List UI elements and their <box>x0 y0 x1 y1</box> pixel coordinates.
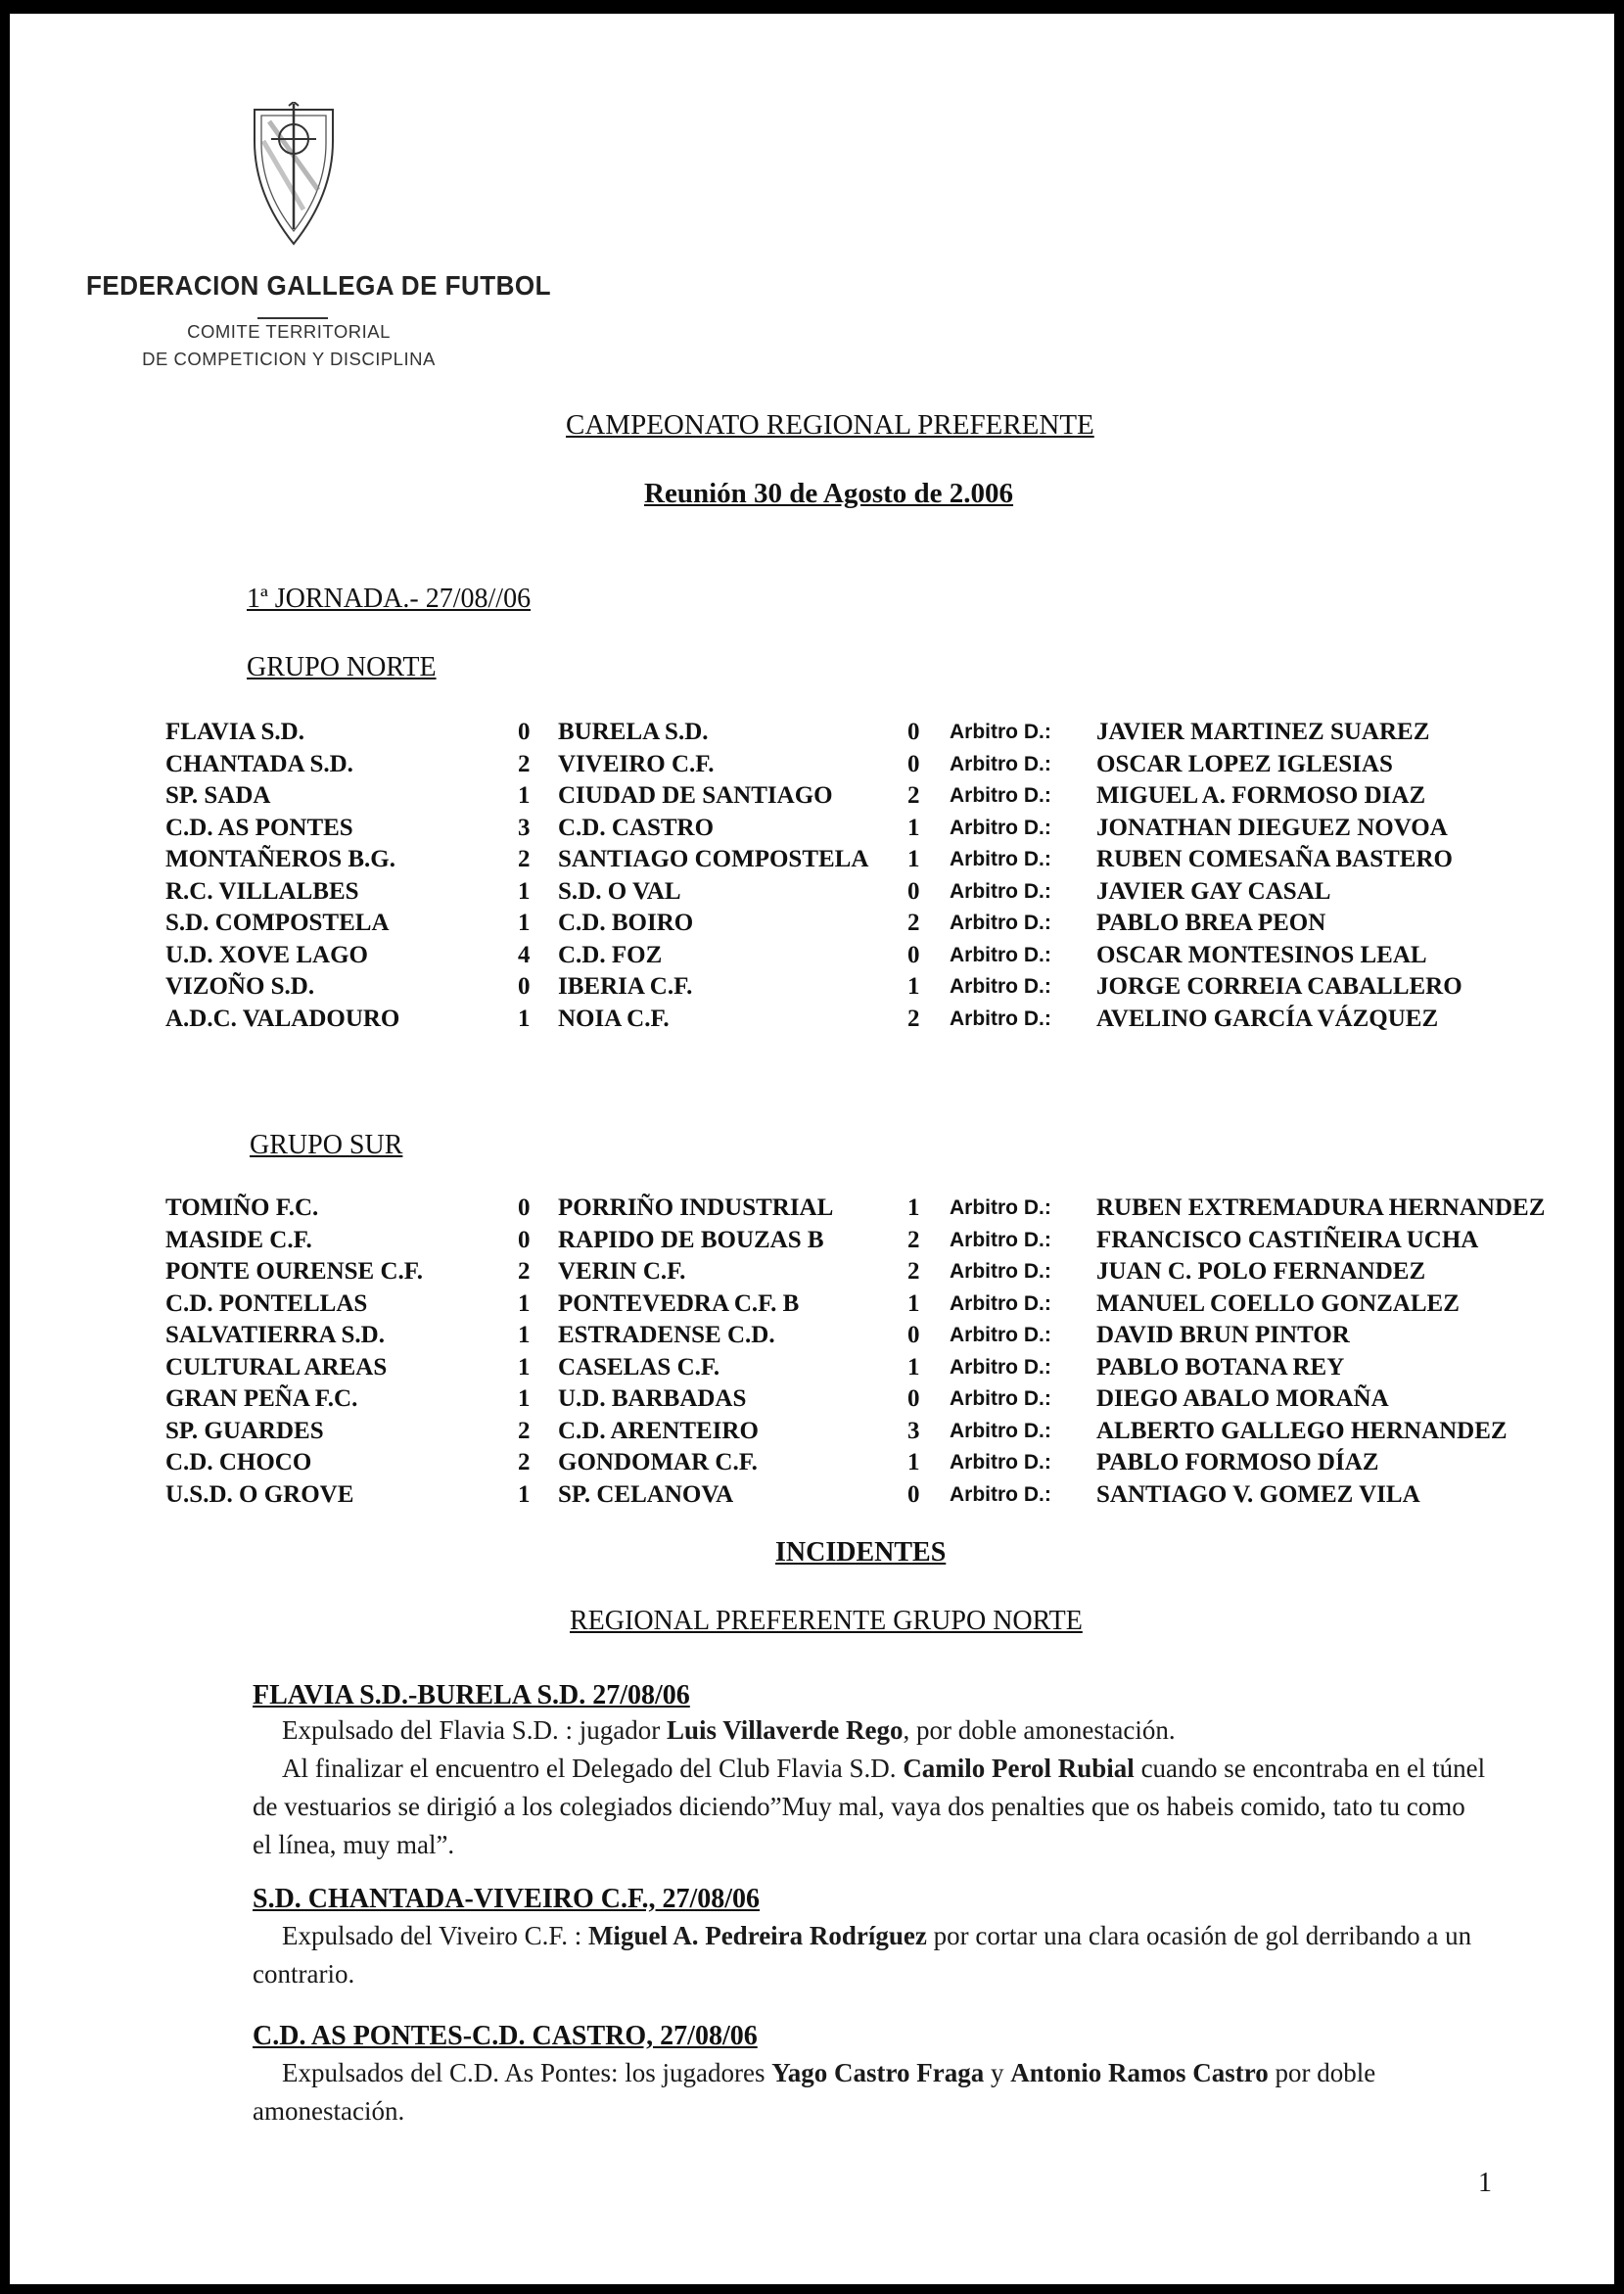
home-team: MASIDE C.F. <box>165 1226 312 1253</box>
group-norte-heading: GRUPO NORTE <box>247 652 437 682</box>
away-team: VIVEIRO C.F. <box>558 750 715 777</box>
home-team: CULTURAL AREAS <box>165 1353 388 1381</box>
away-score: 0 <box>907 750 920 777</box>
home-score: 1 <box>518 1480 531 1508</box>
match-row <box>10 780 1614 812</box>
referee-label: Arbitro D.: <box>950 1007 1051 1030</box>
home-score: 1 <box>518 877 531 905</box>
away-score: 3 <box>907 1417 920 1444</box>
home-team: C.D. CHOCO <box>165 1449 312 1475</box>
home-score: 1 <box>518 1385 531 1412</box>
away-team: CASELAS C.F. <box>558 1353 720 1381</box>
referee-name: RUBEN COMESAÑA BASTERO <box>1096 846 1453 872</box>
referee-label: Arbitro D.: <box>950 1482 1051 1506</box>
referee-name: PABLO BREA PEON <box>1096 910 1326 936</box>
home-score: 0 <box>518 1226 531 1253</box>
away-team: C.D. FOZ <box>558 941 663 968</box>
away-score: 0 <box>907 719 920 745</box>
match-row <box>10 1479 1614 1511</box>
meeting-date: Reunión 30 de Agosto de 2.006 <box>644 478 1014 509</box>
away-score: 0 <box>907 1480 920 1508</box>
match-row <box>10 844 1614 875</box>
referee-name: JUAN C. POLO FERNANDEZ <box>1096 1258 1426 1285</box>
away-score: 1 <box>907 973 920 1000</box>
home-team: SP. GUARDES <box>165 1417 324 1444</box>
away-team: BURELA S.D. <box>558 719 709 745</box>
away-score: 0 <box>907 1322 920 1348</box>
away-team: SP. CELANOVA <box>558 1480 734 1508</box>
away-score: 1 <box>907 1449 920 1475</box>
away-score: 1 <box>907 846 920 872</box>
referee-label: Arbitro D.: <box>950 912 1051 934</box>
match-row <box>10 1193 1614 1224</box>
home-team: U.S.D. O GROVE <box>165 1480 354 1508</box>
away-team: C.D. BOIRO <box>558 910 694 936</box>
home-score: 2 <box>518 1449 531 1475</box>
referee-name: OSCAR MONTESINOS LEAL <box>1096 941 1427 968</box>
match-row <box>10 1416 1614 1447</box>
away-score: 1 <box>907 1194 920 1221</box>
home-score: 1 <box>518 1005 531 1032</box>
referee-label: Arbitro D.: <box>950 975 1051 998</box>
referee-label: Arbitro D.: <box>950 879 1051 903</box>
match-row <box>10 1383 1614 1415</box>
match-row <box>10 717 1614 748</box>
referee-label: Arbitro D.: <box>950 848 1051 870</box>
championship-title: CAMPEONATO REGIONAL PREFERENTE <box>566 409 1094 441</box>
referee-label: Arbitro D.: <box>950 1419 1051 1442</box>
home-team: TOMIÑO F.C. <box>165 1194 319 1221</box>
match-row <box>10 971 1614 1003</box>
referee-label: Arbitro D.: <box>950 1451 1051 1474</box>
referee-label: Arbitro D.: <box>950 784 1051 807</box>
referee-name: DIEGO ABALO MORAÑA <box>1096 1385 1389 1412</box>
referee-name: JAVIER GAY CASAL <box>1096 877 1331 905</box>
referee-label: Arbitro D.: <box>950 752 1051 775</box>
federation-crest-icon <box>250 102 338 249</box>
match-row <box>10 940 1614 971</box>
referee-name: DAVID BRUN PINTOR <box>1096 1322 1350 1348</box>
incident-title: FLAVIA S.D.-BURELA S.D. 27/08/06 <box>253 1680 690 1710</box>
away-score: 1 <box>907 1289 920 1317</box>
away-team: PORRIÑO INDUSTRIAL <box>558 1194 834 1221</box>
match-row <box>10 813 1614 844</box>
home-team: R.C. VILLALBES <box>165 877 359 905</box>
away-team: IBERIA C.F. <box>558 973 693 1000</box>
referee-label: Arbitro D.: <box>950 1291 1051 1315</box>
away-score: 2 <box>907 1258 920 1285</box>
match-row <box>10 1004 1614 1035</box>
away-score: 2 <box>907 1226 920 1253</box>
home-team: A.D.C. VALADOURO <box>165 1005 400 1032</box>
match-row <box>10 908 1614 939</box>
home-score: 2 <box>518 1258 531 1285</box>
jornada-heading: 1ª JORNADA.- 27/08//06 <box>247 584 532 614</box>
away-team: ESTRADENSE C.D. <box>558 1322 775 1348</box>
home-team: C.D. AS PONTES <box>165 814 353 841</box>
away-score: 2 <box>907 782 920 809</box>
home-score: 0 <box>518 719 531 745</box>
home-score: 2 <box>518 846 531 872</box>
referee-label: Arbitro D.: <box>950 1387 1051 1410</box>
home-team: PONTE OURENSE C.F. <box>165 1258 424 1285</box>
incident-title: C.D. AS PONTES-C.D. CASTRO, 27/08/06 <box>253 2021 758 2051</box>
match-row <box>10 1352 1614 1383</box>
referee-name: SANTIAGO V. GOMEZ VILA <box>1096 1480 1420 1508</box>
away-team: S.D. O VAL <box>558 877 681 905</box>
page-number: 1 <box>1478 2168 1492 2198</box>
away-team: PONTEVEDRA C.F. B <box>558 1289 800 1317</box>
home-team: SP. SADA <box>165 782 271 809</box>
referee-name: JORGE CORREIA CABALLERO <box>1096 973 1462 1000</box>
referee-label: Arbitro D.: <box>950 1228 1051 1251</box>
home-team: S.D. COMPOSTELA <box>165 910 390 936</box>
match-row <box>10 749 1614 780</box>
referee-label: Arbitro D.: <box>950 816 1051 839</box>
incident-title: S.D. CHANTADA-VIVEIRO C.F., 27/08/06 <box>253 1884 761 1914</box>
away-team: CIUDAD DE SANTIAGO <box>558 782 833 809</box>
referee-name: AVELINO GARCÍA VÁZQUEZ <box>1096 1005 1439 1032</box>
away-team: GONDOMAR C.F. <box>558 1449 758 1475</box>
group-sur-heading: GRUPO SUR <box>250 1130 403 1160</box>
referee-label: Arbitro D.: <box>950 1196 1051 1219</box>
away-team: VERIN C.F. <box>558 1258 686 1285</box>
home-score: 4 <box>518 941 531 968</box>
home-score: 3 <box>518 814 531 841</box>
document-page <box>10 14 1614 2284</box>
referee-label: Arbitro D.: <box>950 1324 1051 1346</box>
home-team: SALVATIERRA S.D. <box>165 1322 385 1348</box>
referee-name: OSCAR LOPEZ IGLESIAS <box>1096 750 1393 777</box>
home-team: MONTAÑEROS B.G. <box>165 846 395 872</box>
referee-name: PABLO BOTANA REY <box>1096 1353 1345 1381</box>
referee-label: Arbitro D.: <box>950 721 1051 743</box>
away-team: U.D. BARBADAS <box>558 1385 747 1412</box>
away-team: RAPIDO DE BOUZAS B <box>558 1226 824 1253</box>
referee-name: RUBEN EXTREMADURA HERNANDEZ <box>1096 1194 1546 1221</box>
incident-text: Expulsado del Flavia S.D. : jugador Luis Villaverde Rego, por doble amonestación. Al finalizar el encuentro el Delegado del Club Flavia S.D. Camilo Perol Rubial cuando se encontraba en el túnel de vestuarios se dirigió a los colegiados diciendo”Muy mal, vaya dos penalties que os habeis comido, tato tu como el línea, muy mal”. <box>253 1715 1486 1859</box>
away-team: C.D. CASTRO <box>558 814 715 841</box>
away-team: C.D. ARENTEIRO <box>558 1417 759 1444</box>
committee-line-1: COMITE TERRITORIAL <box>187 321 391 342</box>
home-team: C.D. PONTELLAS <box>165 1289 368 1317</box>
away-score: 2 <box>907 1005 920 1032</box>
away-score: 0 <box>907 877 920 905</box>
incidents-heading: INCIDENTES <box>775 1537 947 1568</box>
home-team: FLAVIA S.D. <box>165 719 304 745</box>
home-team: VIZOÑO S.D. <box>165 973 315 1000</box>
referee-name: MANUEL COELLO GONZALEZ <box>1096 1289 1460 1317</box>
home-team: U.D. XOVE LAGO <box>165 941 368 968</box>
match-row <box>10 1320 1614 1351</box>
referee-label: Arbitro D.: <box>950 943 1051 966</box>
federation-name: FEDERACION GALLEGA DE FUTBOL <box>86 270 551 301</box>
home-score: 1 <box>518 1289 531 1317</box>
match-row <box>10 1225 1614 1256</box>
away-team: NOIA C.F. <box>558 1005 670 1032</box>
home-score: 1 <box>518 782 531 809</box>
match-row <box>10 1447 1614 1478</box>
home-score: 1 <box>518 1322 531 1348</box>
home-team: GRAN PEÑA F.C. <box>165 1385 358 1412</box>
home-score: 2 <box>518 1417 531 1444</box>
referee-label: Arbitro D.: <box>950 1355 1051 1379</box>
home-score: 0 <box>518 1194 531 1221</box>
incident-text: Expulsado del Viveiro C.F. : Miguel A. Pedreira Rodríguez por cortar una clara ocasión de gol derribando a un contrario. <box>253 1921 1472 1989</box>
away-score: 0 <box>907 941 920 968</box>
away-team: SANTIAGO COMPOSTELA <box>558 846 869 872</box>
referee-name: MIGUEL A. FORMOSO DIAZ <box>1096 782 1426 809</box>
incident-text: Expulsados del C.D. As Pontes: los jugadores Yago Castro Fraga y Antonio Ramos Castro por doble amonestación. <box>253 2058 1376 2126</box>
away-score: 0 <box>907 1385 920 1412</box>
away-score: 1 <box>907 814 920 841</box>
incidents-subheading: REGIONAL PREFERENTE GRUPO NORTE <box>570 1606 1083 1636</box>
match-row <box>10 876 1614 908</box>
referee-name: FRANCISCO CASTIÑEIRA UCHA <box>1096 1226 1479 1253</box>
home-score: 1 <box>518 1353 531 1381</box>
home-score: 1 <box>518 910 531 936</box>
referee-name: JONATHAN DIEGUEZ NOVOA <box>1096 814 1448 841</box>
away-score: 2 <box>907 910 920 936</box>
match-row <box>10 1288 1614 1320</box>
referee-label: Arbitro D.: <box>950 1260 1051 1283</box>
committee-line-2: DE COMPETICION Y DISCIPLINA <box>142 349 436 369</box>
home-score: 2 <box>518 750 531 777</box>
referee-name: ALBERTO GALLEGO HERNANDEZ <box>1096 1417 1508 1444</box>
referee-name: PABLO FORMOSO DÍAZ <box>1096 1449 1379 1475</box>
divider <box>257 317 328 319</box>
home-team: CHANTADA S.D. <box>165 750 353 777</box>
home-score: 0 <box>518 973 531 1000</box>
referee-name: JAVIER MARTINEZ SUAREZ <box>1096 719 1430 745</box>
away-score: 1 <box>907 1353 920 1381</box>
match-row <box>10 1256 1614 1287</box>
